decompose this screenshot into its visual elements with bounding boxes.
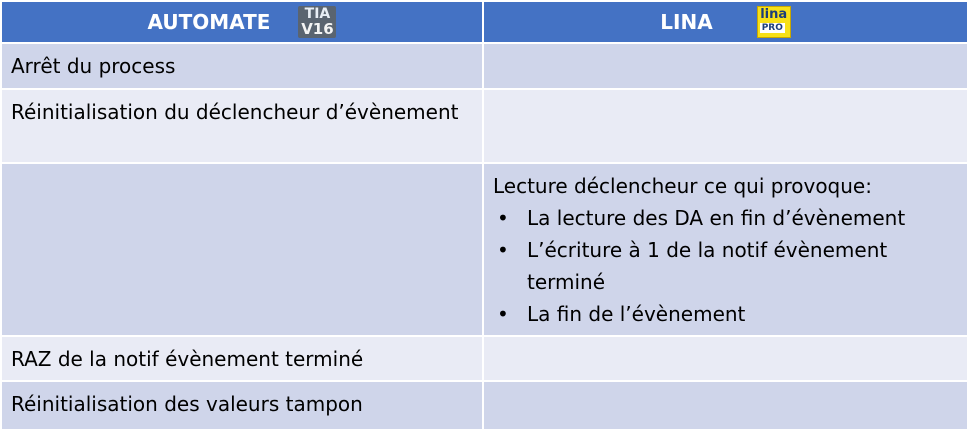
automate-cell-1: Arrêt du process <box>2 44 484 90</box>
lina-bullet-list <box>493 202 958 330</box>
header-lina-label: LINA <box>660 10 713 34</box>
list-item: • L’écriture à 1 de la notif évènement terminé <box>493 234 958 298</box>
lina-cell-5 <box>484 382 969 431</box>
lina-intro-text: Lecture déclencheur ce qui provoque: <box>493 174 872 198</box>
lina-cell-4 <box>484 337 969 382</box>
header-automate <box>2 2 484 44</box>
lina-cell-2 <box>484 90 969 164</box>
lina-pro-logo-icon: lina PRO <box>757 6 791 38</box>
automate-cell-4: RAZ de la notif évènement terminé <box>2 337 484 382</box>
list-item: • La lecture des DA en fin d’évènement <box>493 202 958 234</box>
automate-cell-2: Réinitialisation du déclencheur d’évènement <box>2 90 484 164</box>
list-item: • La fin de l’évènement <box>493 298 958 330</box>
header-lina <box>484 2 969 44</box>
automate-cell-5: Réinitialisation des valeurs tampon <box>2 382 484 431</box>
lina-cell-3 <box>484 164 969 337</box>
lina-cell-1 <box>484 44 969 90</box>
automate-cell-3 <box>2 164 484 337</box>
comparison-table <box>2 2 969 431</box>
header-automate-label: AUTOMATE <box>147 10 271 34</box>
tia-v16-logo-icon: TIA V16 <box>298 6 336 38</box>
